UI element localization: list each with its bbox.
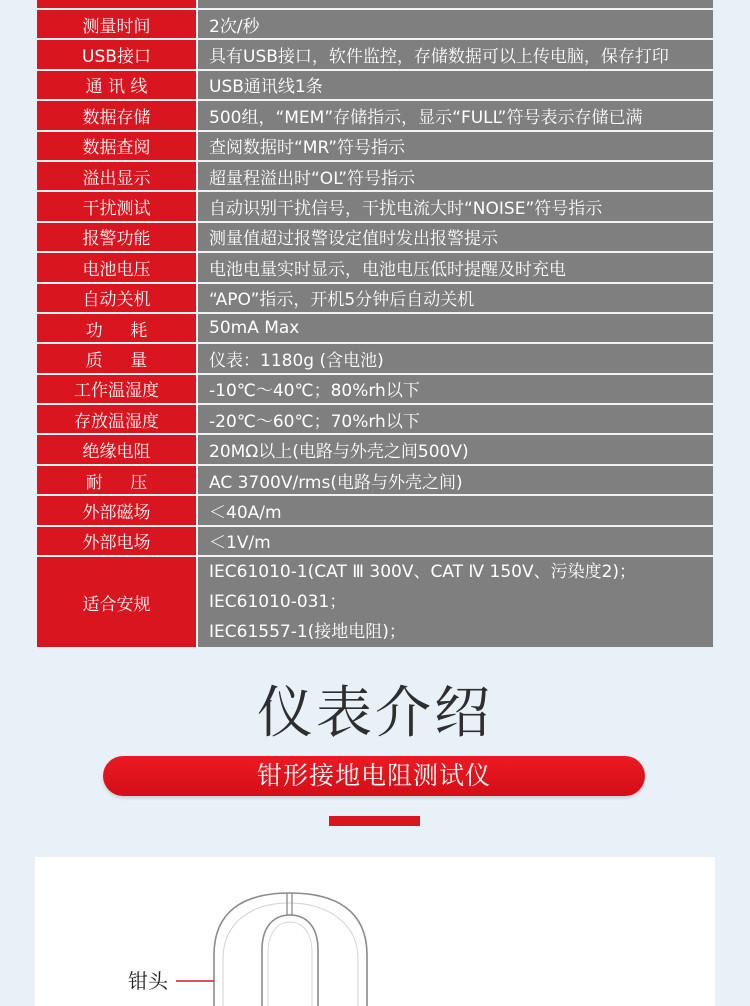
spec-label: 电池电压: [37, 253, 196, 281]
spec-value: 50mA Max: [198, 314, 713, 342]
spec-value: AC 3700V/rms(电路与外壳之间): [198, 466, 713, 494]
spec-row-compliance: [37, 557, 713, 647]
spec-row: [37, 496, 713, 524]
spec-label: 外部磁场: [37, 496, 196, 524]
product-name-banner: 钳形接地电阻测试仪: [103, 756, 645, 796]
spec-value: 20MΩ以上(电路与外壳之间500V): [198, 435, 713, 463]
spec-label: 报警功能: [37, 223, 196, 251]
clamp-inner-rim-line: [268, 922, 312, 1006]
spec-label: 质 量: [37, 344, 196, 372]
spec-value: 500组，“MEM”存储指示，显示“FULL”符号表示存储已满: [198, 101, 713, 129]
product-diagram-panel: [35, 857, 715, 1006]
spec-value: 仪表：1180g (含电池): [198, 344, 713, 372]
spec-value: 超量程溢出时“OL”符号指示: [198, 162, 713, 190]
spec-value: 测量值超过报警设定值时发出报警提示: [198, 223, 713, 251]
spec-label: 通 讯 线: [37, 71, 196, 99]
compliance-standard: IEC61557-1(接地电阻)；: [209, 622, 406, 643]
spec-label: 存放温湿度: [37, 405, 196, 433]
spec-row: [37, 253, 713, 281]
title-underline-bar: [329, 816, 420, 826]
spec-row: [37, 375, 713, 403]
jaw-label: 钳头: [128, 969, 168, 993]
spec-value: 具有USB接口，软件监控，存储数据可以上传电脑，保存打印: [198, 40, 713, 68]
spec-value: 电池电量实时显示，电池电压低时提醒及时充电: [198, 253, 713, 281]
spec-value: -10℃～40℃；80%rh以下: [198, 375, 713, 403]
clamp-rim-line: [223, 903, 358, 1006]
spec-value: USB通讯线1条: [198, 71, 713, 99]
spec-label: [37, 0, 196, 8]
spec-row: [37, 435, 713, 463]
spec-label: 数据查阅: [37, 132, 196, 160]
spec-label: 数据存储: [37, 101, 196, 129]
clamp-outer-outline: [214, 893, 367, 1006]
spec-table: [37, 0, 713, 647]
spec-label: 耐 压: [37, 466, 196, 494]
spec-label: 测量时间: [37, 10, 196, 38]
spec-value: [198, 0, 713, 8]
spec-row: [37, 527, 713, 555]
spec-value: 自动识别干扰信号，干扰电流大时“NOISE”符号指示: [198, 192, 713, 220]
spec-row: [37, 405, 713, 433]
spec-value: ＜40A/m: [198, 496, 713, 524]
compliance-standard: IEC61010-031；: [209, 592, 347, 613]
spec-label: 外部电场: [37, 527, 196, 555]
spec-row: [37, 344, 713, 372]
spec-value: 2次/秒: [198, 10, 713, 38]
spec-label: 工作温湿度: [37, 375, 196, 403]
spec-value-compliance: [198, 557, 713, 647]
compliance-standard: IEC61010-1(CAT Ⅲ 300V、CAT Ⅳ 150V、污染度2)；: [209, 562, 637, 583]
spec-row: [37, 132, 713, 160]
spec-row: [37, 71, 713, 99]
spec-row: [37, 223, 713, 251]
spec-value: 查阅数据时“MR”符号指示: [198, 132, 713, 160]
spec-value: ＜1V/m: [198, 527, 713, 555]
spec-label: 自动关机: [37, 284, 196, 312]
spec-label: USB接口: [37, 40, 196, 68]
spec-value: “APO”指示，开机5分钟后自动关机: [198, 284, 713, 312]
spec-row: [37, 284, 713, 312]
spec-label: 溢出显示: [37, 162, 196, 190]
clamp-inner-outline: [262, 915, 318, 1006]
spec-label: 功 耗: [37, 314, 196, 342]
spec-label: 适合安规: [37, 557, 196, 647]
spec-label: 绝缘电阻: [37, 435, 196, 463]
spec-row: [37, 101, 713, 129]
spec-row: [37, 10, 713, 38]
spec-row: [37, 466, 713, 494]
spec-row: [37, 162, 713, 190]
spec-label: 干扰测试: [37, 192, 196, 220]
section-title: 仪表介绍: [257, 681, 493, 746]
spec-value: -20℃～60℃；70%rh以下: [198, 405, 713, 433]
spec-row: [37, 192, 713, 220]
spec-row: [37, 40, 713, 68]
spec-row-cut-off: [37, 0, 713, 8]
spec-row: [37, 314, 713, 342]
